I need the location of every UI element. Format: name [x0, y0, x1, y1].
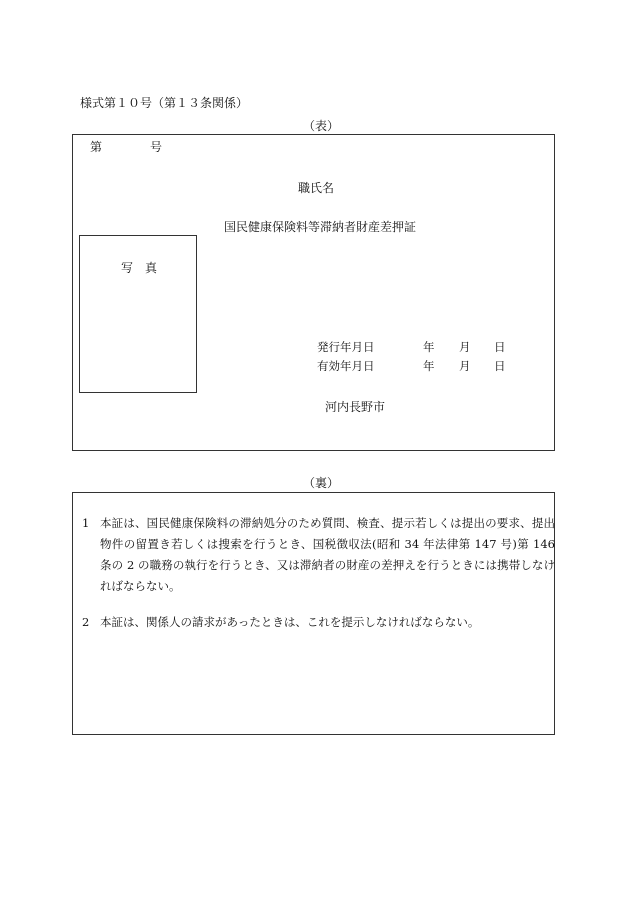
certificate-title: 国民健康保険料等滞納者財産差押証 — [224, 220, 417, 234]
photo-label: 写真 — [121, 261, 170, 275]
photo-area — [79, 235, 197, 393]
note-number: 2 — [82, 615, 90, 629]
certificate-back — [72, 492, 555, 735]
valid-date-label: 有効年月日 — [317, 359, 375, 373]
certificate-number-label: 第 — [90, 140, 103, 154]
issuer-name: 河内長野市 — [325, 400, 386, 414]
back-side-label: （裏） — [303, 476, 340, 490]
issue-year-label: 年 — [423, 340, 435, 354]
valid-year-label: 年 — [423, 359, 435, 373]
issue-date-label: 発行年月日 — [317, 340, 375, 354]
issue-day-label: 日 — [494, 340, 506, 354]
note-number: 1 — [82, 516, 90, 530]
form-title: 様式第１０号（第１３条関係） — [80, 96, 249, 110]
note-text: 本証は、関係人の請求があったときは、これを提示しなければならない。 — [100, 615, 480, 629]
job-title-name-label: 職氏名 — [298, 181, 335, 195]
front-side-label: （表） — [303, 119, 340, 133]
issue-month-label: 月 — [459, 340, 471, 354]
valid-day-label: 日 — [494, 359, 506, 373]
certificate-number-suffix: 号 — [150, 140, 163, 154]
certificate-front — [72, 134, 555, 451]
note-text: 本証は、国民健康保険料の滞納処分のため質問、検査、提示若しくは提出の要求、提出物件の留置き若しくは捜索を行うとき、国税徴収法(昭和 34 年法律第 147 号)第 146 条の 2 の職務の執行を行うとき、又は滞納者の財産の差押えを行うときには携帯しなければならない。 — [100, 516, 555, 593]
valid-month-label: 月 — [459, 359, 471, 373]
